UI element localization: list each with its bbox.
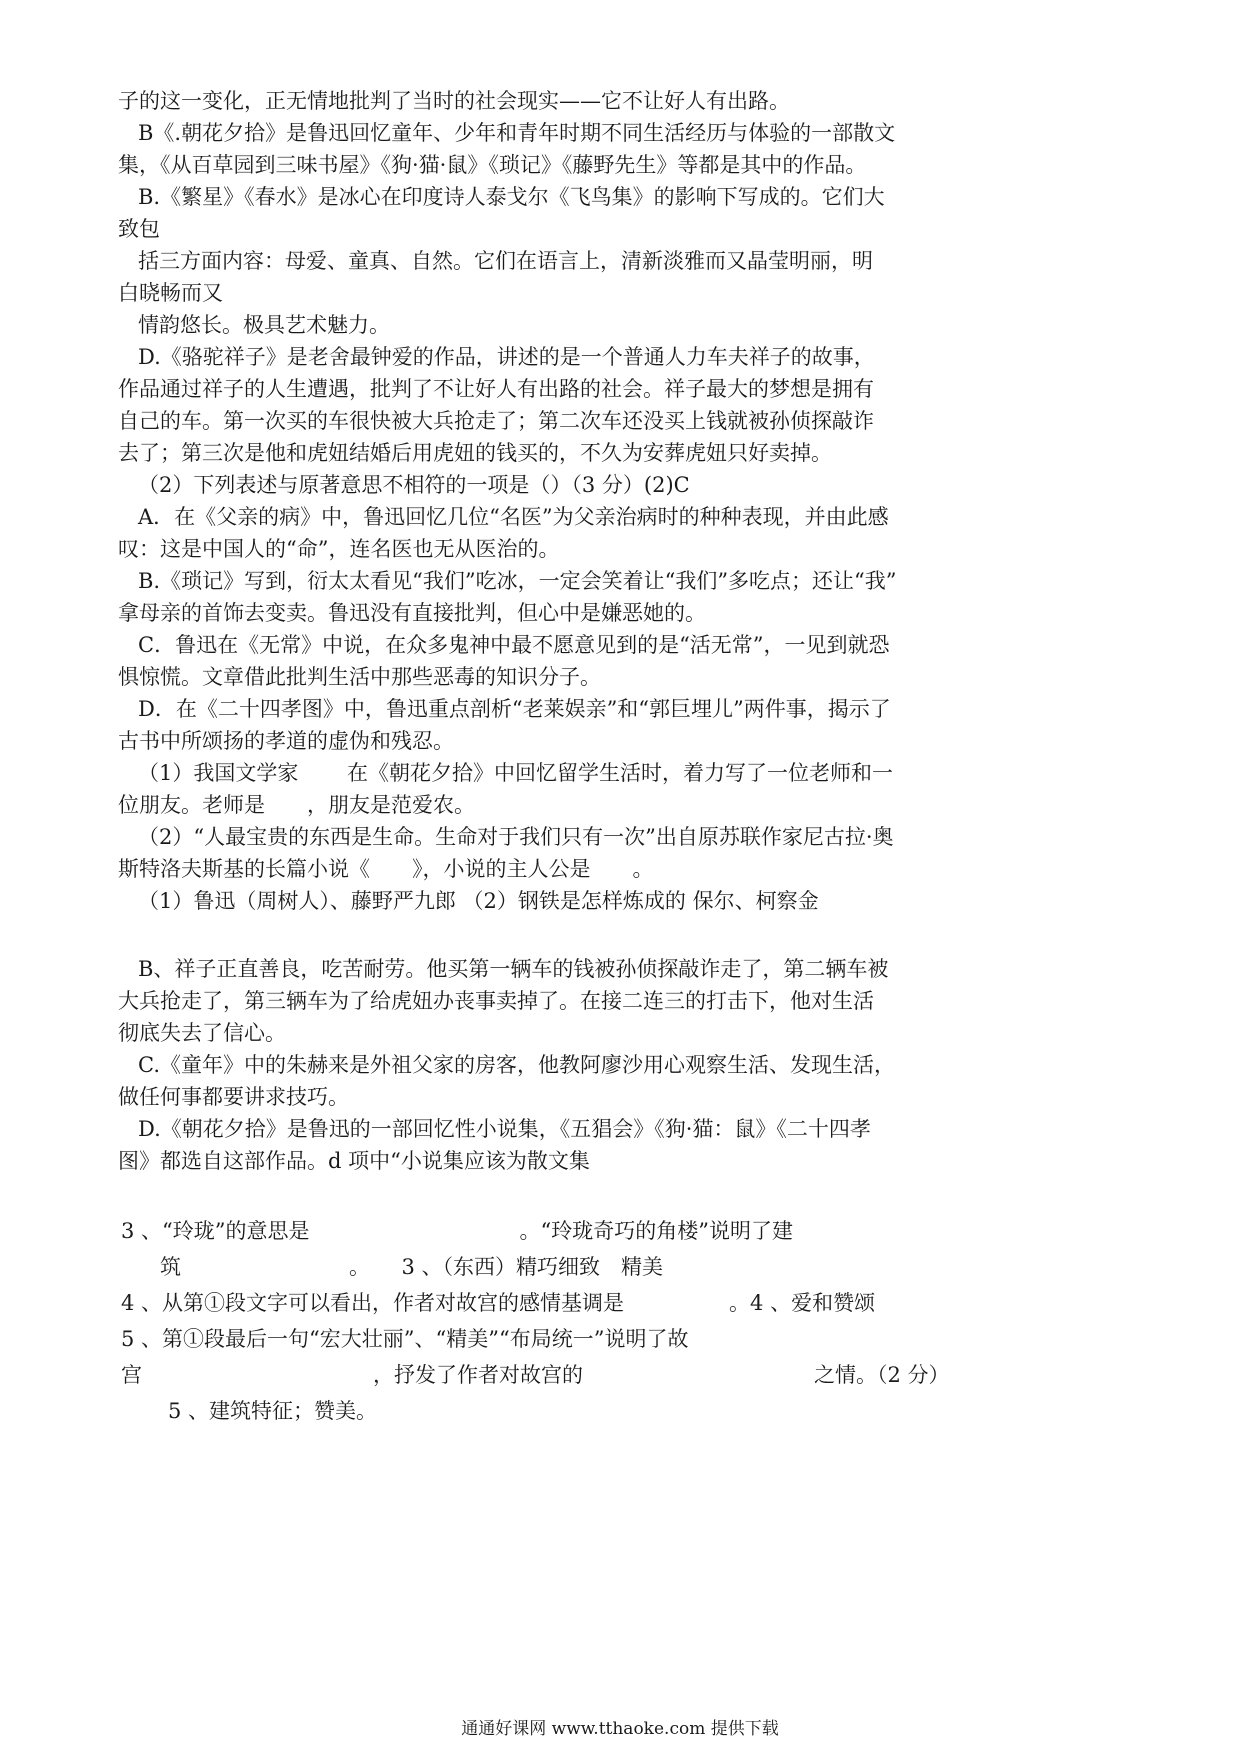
- text-line: B《.朝花夕拾》是鲁迅回忆童年、少年和青年时期不同生活经历与体验的一部散文: [138, 121, 896, 145]
- text-line: B.《繁星》《春水》是冰心在印度诗人泰戈尔《飞鸟集》的影响下写成的。它们大: [138, 185, 885, 209]
- text-line: 情韵悠长。极具艺术魅力。: [138, 313, 390, 337]
- text-line: 大兵抢走了，第三辆车为了给虎妞办丧事卖掉了。在接二连三的打击下，他对生活: [118, 989, 874, 1013]
- text-line: （2）“人最宝贵的东西是生命。生命对于我们只有一次”出自原苏联作家尼古拉·奥: [138, 825, 894, 849]
- text-line: B.《琐记》写到，衍太太看见“我们”吃冰，一定会笑着让“我们”多吃点；还让“我”: [138, 569, 897, 593]
- text-line: 拿母亲的首饰去变卖。鲁迅没有直接批判，但心中是嫌恶她的。: [118, 601, 706, 625]
- text-line: D．在《二十四孝图》中，鲁迅重点剖析“老莱娱亲”和“郭巨埋儿”两件事，揭示了: [138, 697, 891, 721]
- text-line: 彻底失去了信心。: [118, 1021, 286, 1045]
- text-line: 筑 。 3 、（东西）精巧细致 精美: [160, 1255, 664, 1279]
- text-line: （1）鲁迅（周树人）、藤野严九郎 （2）钢铁是怎样炼成的 保尔、柯察金: [138, 889, 819, 913]
- page-footer: 通通好课网 www.tthaoke.com 提供下载: [461, 1719, 779, 1739]
- text-line: A．在《父亲的病》中，鲁迅回忆几位“名医”为父亲治病时的种种表现，并由此感: [138, 505, 889, 529]
- text-line: C．鲁迅在《无常》中说，在众多鬼神中最不愿意见到的是“活无常”，一见到就恐: [138, 633, 890, 657]
- text-line: 集，《从百草园到三味书屋》《狗·猫·鼠》《琐记》《藤野先生》等都是其中的作品。: [118, 153, 867, 177]
- text-line: 去了；第三次是他和虎妞结婚后用虎妞的钱买的，不久为安葬虎妞只好卖掉。: [118, 441, 832, 465]
- text-line: （1）我国文学家 在《朝花夕拾》中回忆留学生活时，着力写了一位老师和一: [138, 761, 894, 785]
- text-line: D.《骆驼祥子》是老舍最钟爱的作品，讲述的是一个普通人力车夫祥子的故事，: [138, 345, 875, 369]
- text-line: 宫 ，抒发了作者对故宫的 之情。（2 分）: [121, 1363, 950, 1387]
- text-line: 括三方面内容：母爱、童真、自然。它们在语言上，清新淡雅而又晶莹明丽，明: [138, 249, 873, 273]
- text-line: 3 、“玲珑”的意思是 。“玲珑奇巧的角楼”说明了建: [121, 1219, 793, 1243]
- text-line: 自己的车。第一次买的车很快被大兵抢走了；第二次车还没买上钱就被孙侦探敲诈: [118, 409, 874, 433]
- text-line: 做任何事都要讲求技巧。: [118, 1085, 349, 1109]
- text-line: 子的这一变化，正无情地批判了当时的社会现实——它不让好人有出路。: [118, 89, 790, 113]
- text-line: 作品通过祥子的人生遭遇，批判了不让好人有出路的社会。祥子最大的梦想是拥有: [118, 377, 874, 401]
- text-line: 5 、第①段最后一句“宏大壮丽”、“精美”“布局统一”说明了故: [121, 1327, 689, 1351]
- text-line: B、祥子正直善良，吃苦耐劳。他买第一辆车的钱被孙侦探敲诈走了，第二辆车被: [138, 957, 889, 981]
- text-line: 斯特洛夫斯基的长篇小说《 》，小说的主人公是 。: [118, 857, 654, 881]
- text-line: 5 、建筑特征；赞美。: [168, 1399, 378, 1423]
- text-line: D.《朝花夕拾》是鲁迅的一部回忆性小说集，《五猖会》《狗·猫：鼠》《二十四孝: [138, 1117, 871, 1141]
- text-line: （2）下列表述与原著意思不相符的一项是（）（3 分）(2)C: [138, 473, 690, 497]
- text-line: 4 、从第①段文字可以看出，作者对故宫的感情基调是 。4 、爱和赞颂: [121, 1291, 876, 1315]
- text-line: 白晓畅而又: [118, 281, 223, 305]
- text-line: 致包: [118, 217, 160, 241]
- text-line: 古书中所颂扬的孝道的虚伪和残忍。: [118, 729, 454, 753]
- text-line: 图》都选自这部作品。d 项中“小说集应该为散文集: [118, 1149, 590, 1173]
- text-line: C.《童年》中的朱赫来是外祖父家的房客，他教阿廖沙用心观察生活、发现生活，: [138, 1053, 895, 1077]
- text-line: 惧惊慌。文章借此批判生活中那些恶毒的知识分子。: [118, 665, 601, 689]
- text-line: 位朋友。老师是 ，朋友是范爱农。: [118, 793, 475, 817]
- text-line: 叹：这是中国人的“命”，连名医也无从医治的。: [118, 537, 560, 561]
